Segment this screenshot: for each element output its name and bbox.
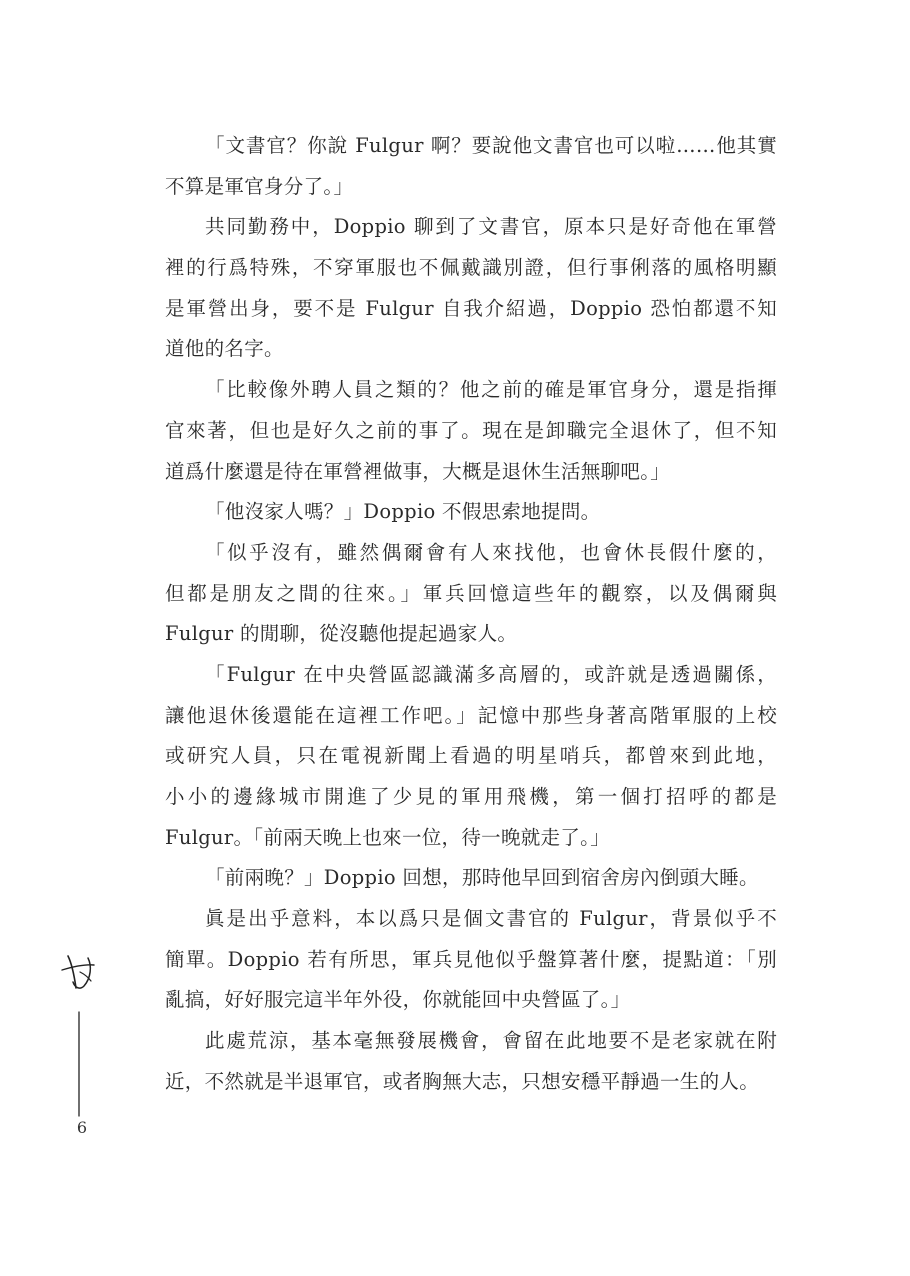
text-line: 不算是軍官身分了。」 [165,174,354,198]
text-line: 亂搞，好好服完這半年外役，你就能回中央營區了。」 [165,988,631,1012]
text-line: 讓他退休後還能在這裡工作吧。」記憶中那些身著高階軍服的上校 [165,703,777,727]
paragraph [165,207,777,370]
paragraph [165,370,777,492]
text-line: 「似乎沒有，雖然偶爾會有人來找他，也會休長假什麼的， [205,540,777,564]
text-line: 「文書官？你說 Fulgur 啊？要說他文書官也可以啦……他其實 [205,134,777,157]
text-line: 近，不然就是半退軍官，或者胸無大志，只想安穩平靜過一生的人。 [165,1069,760,1093]
text-line: 「他沒家人嗎？」Doppio 不假思索地提問。 [205,500,601,524]
text-line: 此處荒涼，基本毫無發展機會，會留在此地要不是老家就在附 [205,1029,777,1053]
text-line: 官來著，但也是好久之前的事了。現在是卸職完全退休了，但不知 [165,418,777,442]
text-line: 共同勤務中，Doppio 聊到了文書官，原本只是好奇他在軍營 [205,215,777,239]
page-number: 6 [76,1118,88,1137]
text-line: 道他的名字。 [165,337,284,361]
text-line: 裡的行爲特殊，不穿軍服也不佩戴識別證，但行事俐落的風格明顯 [165,256,777,280]
text-line: 是軍營出身，要不是 Fulgur 自我介紹過，Doppio 恐怕都還不知 [165,296,777,320]
paragraph [165,858,777,899]
text-line: 道爲什麼還是待在軍營裡做事，大概是退休生活無聊吧。」 [165,459,671,483]
text-line: 「前兩晚？」Doppio 回想，那時他早回到宿舍房內倒頭大睡。 [205,866,759,890]
text-line: Fulgur 的閒聊，從沒聽他提起過家人。 [165,622,518,646]
text-line: 眞是出乎意料，本以爲只是個文書官的 Fulgur，背景似乎不 [205,907,777,931]
text-line: 或研究人員，只在電視新聞上看過的明星哨兵，都曾來到此地， [165,744,777,768]
text-line: 簡單。Doppio 若有所思，軍兵見他似乎盤算著什麼，提點道：「別 [165,947,777,971]
body-text [165,126,777,1103]
paragraph [165,533,777,655]
paragraph [165,492,777,533]
paragraph [165,126,777,207]
text-line: 但都是朋友之間的往來。」軍兵回憶這些年的觀察，以及偶爾與 [165,581,777,605]
text-line: 「比較像外聘人員之類的？他之前的確是軍官身分，還是指揮 [205,378,777,402]
paragraph [165,899,777,1021]
margin-calligraphy-icon [58,944,102,1124]
text-line: Fulgur。「前兩天晚上也來一位，待一晚就走了。」 [165,825,610,849]
text-line: 「Fulgur 在中央營區認識滿多高層的，或許就是透過關係， [205,662,777,686]
text-line: 小小的邊緣城市開進了少見的軍用飛機，第一個打招呼的都是 [165,785,777,808]
paragraph [165,1021,777,1102]
paragraph [165,655,777,858]
